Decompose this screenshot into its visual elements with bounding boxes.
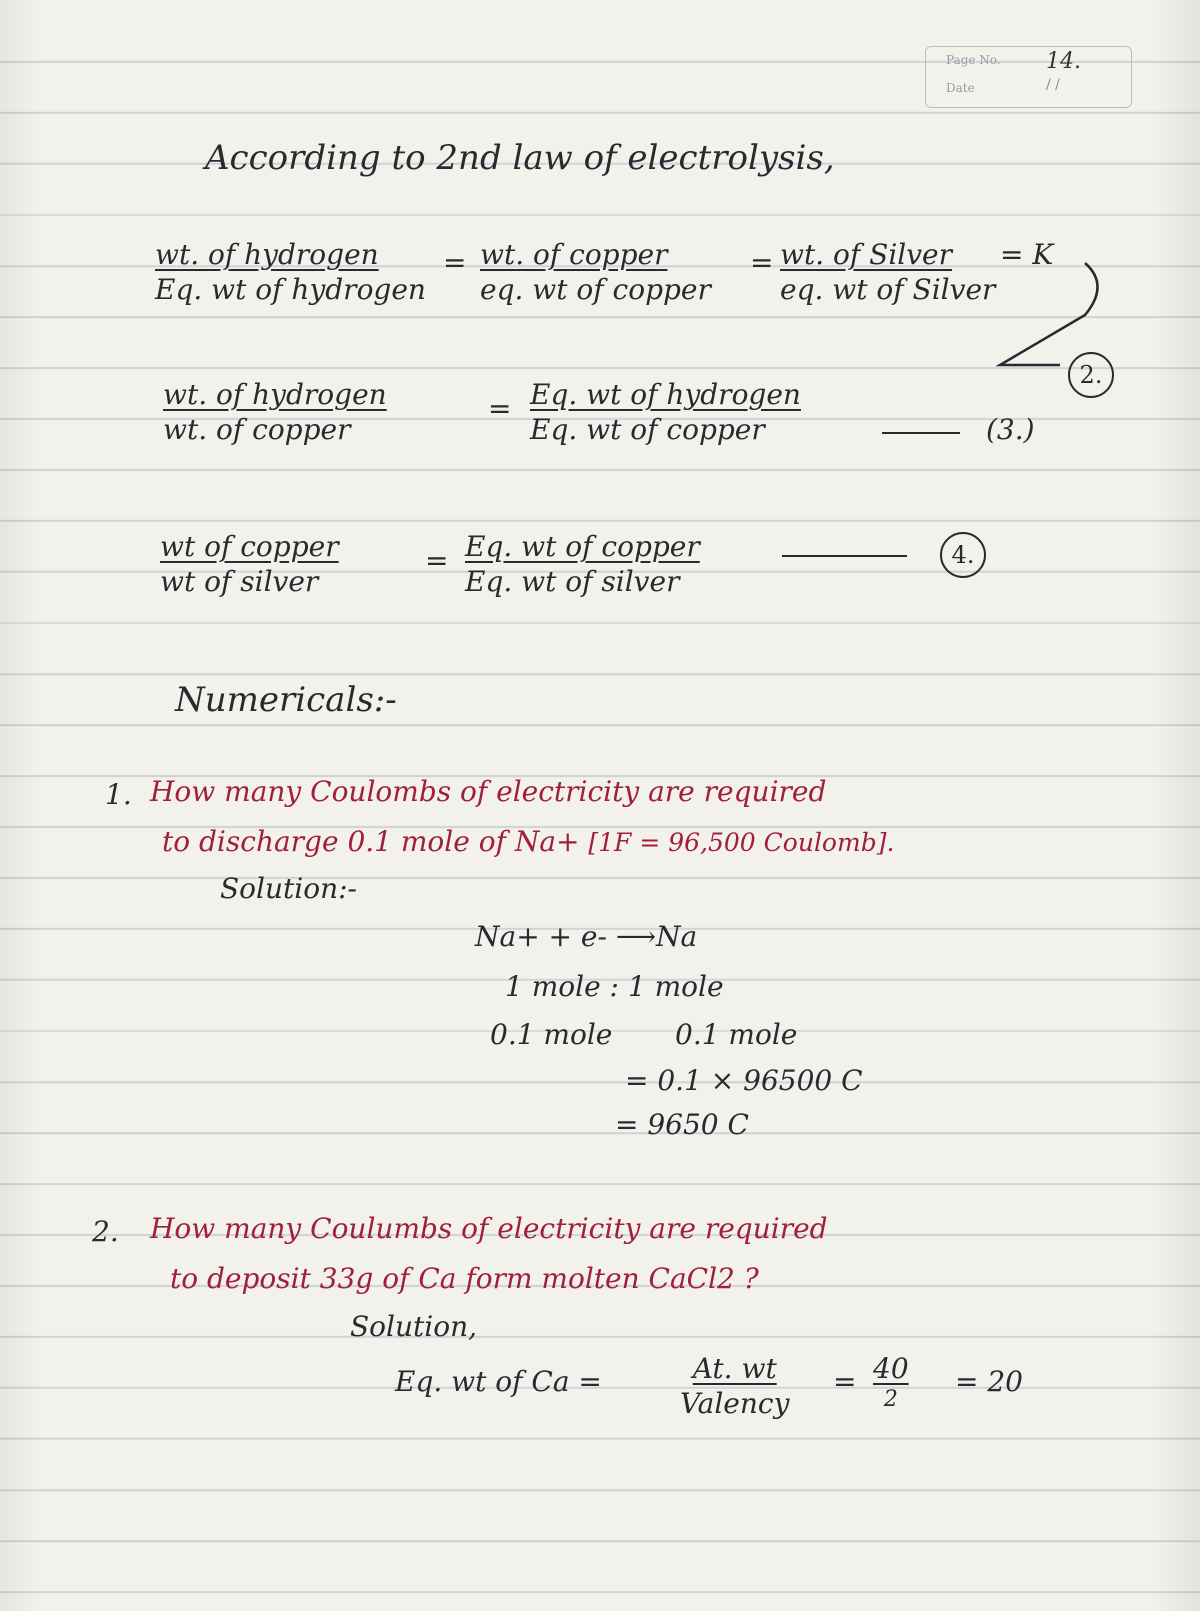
q1-calc: = 0.1 × 96500 C: [625, 1064, 863, 1097]
numericals-heading: Numericals:-: [175, 680, 397, 720]
eq2-tag: 2.: [1068, 352, 1114, 398]
page-number: 14.: [1046, 49, 1081, 74]
eq2-term-silver: wt. of Silver eq. wt of Silver: [780, 238, 996, 306]
eq4-left: wt of copper wt of silver: [160, 530, 339, 598]
leader-line: [782, 555, 907, 557]
eq2-constant: = K: [1000, 238, 1054, 271]
eq3-tag: (3.): [986, 413, 1035, 446]
eq3-right: Eq. wt of hydrogen Eq. wt of copper: [530, 378, 801, 446]
equals-sign: =: [425, 544, 449, 577]
eq4-tag: 4.: [940, 532, 986, 578]
q1-moles-a: 0.1 mole: [490, 1018, 613, 1051]
q1-ratio: 1 mole : 1 mole: [505, 970, 724, 1003]
q2-eq-left: Eq. wt of Ca =: [395, 1365, 602, 1398]
equals-sign: =: [750, 246, 774, 279]
q1-solution-label: Solution:-: [220, 872, 358, 905]
date-label: Date: [946, 81, 975, 95]
page-date-box: [925, 46, 1132, 108]
equals-sign: =: [833, 1365, 857, 1398]
q2-result: = 20: [955, 1365, 1023, 1398]
eq2-term-hydrogen: wt. of hydrogen Eq. wt of hydrogen: [155, 238, 426, 306]
q2-solution-label: Solution,: [350, 1310, 478, 1343]
intro-heading: According to 2nd law of electrolysis,: [205, 138, 835, 178]
q1-moles-b: 0.1 mole: [675, 1018, 798, 1051]
eq2-term-copper: wt. of copper eq. wt of copper: [480, 238, 711, 306]
q1-number: 1.: [105, 778, 132, 811]
q1-answer: = 9650 C: [615, 1108, 749, 1141]
date-value: / /: [1046, 77, 1060, 93]
q1-reaction: Na+ + e- ⟶Na: [475, 920, 698, 953]
q1-question-line2: to discharge 0.1 mole of Na+ [1F = 96,500 Coulomb].: [162, 825, 895, 858]
page-label: Page No.: [946, 53, 1001, 67]
equals-sign: =: [488, 392, 512, 425]
eq4-right: Eq. wt of copper Eq. wt of silver: [465, 530, 700, 598]
q2-question-line1: How many Coulumbs of electricity are required: [150, 1212, 828, 1245]
q2-question-line2: to deposit 33g of Ca form molten CaCl2 ?: [170, 1262, 759, 1295]
q1-question-line1: How many Coulombs of electricity are required: [150, 775, 827, 808]
q2-fraction-atwt-valency: At. wt Valency: [680, 1352, 790, 1420]
equals-sign: =: [443, 246, 467, 279]
q2-fraction-values: 40 2: [873, 1352, 909, 1412]
eq3-left: wt. of hydrogen wt. of copper: [163, 378, 387, 446]
leader-line: [882, 432, 960, 434]
q2-number: 2.: [92, 1215, 119, 1248]
